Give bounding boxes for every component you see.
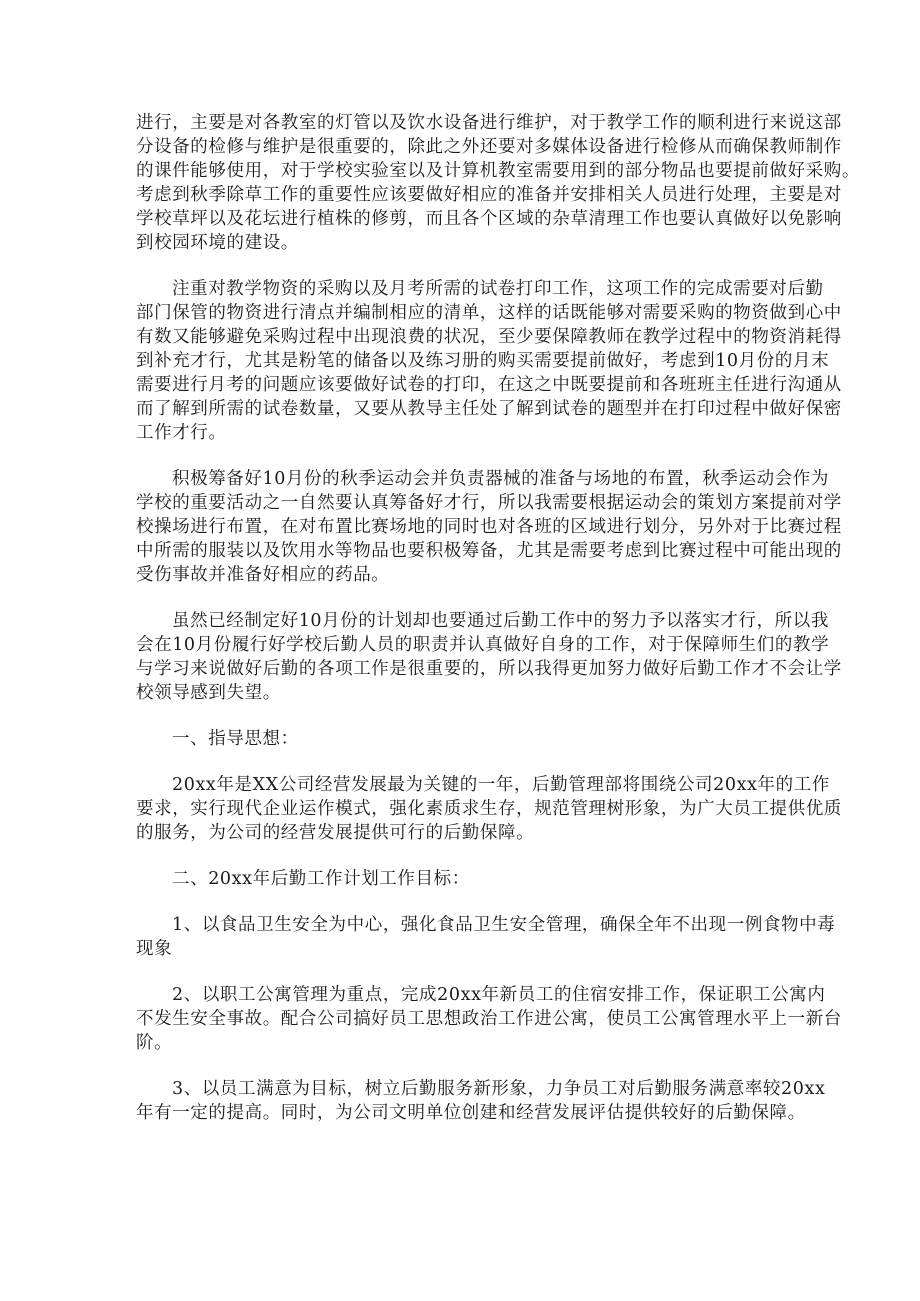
paragraph-line: 积极筹备好10月份的秋季运动会并负责器械的准备与场地的布置，秋季运动会作为 xyxy=(172,469,829,489)
paragraph-line: 分设备的检修与维护是很重要的，除此之外还要对多媒体设备进行检修从而确保教师制作 xyxy=(136,137,842,157)
paragraph-line: 20xx年是XX公司经营发展最为关键的一年，后勤管理部将围绕公司20xx年的工作 xyxy=(172,775,830,795)
paragraph-line: 而了解到所需的试卷数量，又要从教导主任处了解到试卷的题型并在打印过程中做好保密 xyxy=(136,399,842,419)
paragraph-line: 考虑到秋季除草工作的重要性应该要做好相应的准备并安排相关人员进行处理，主要是对 xyxy=(136,185,842,205)
list-item-line: 3、以员工满意为目标，树立后勤服务新形象，力争员工对后勤服务满意率较20xx xyxy=(172,1079,826,1099)
paragraph-line: 有数又能够避免采购过程中出现浪费的状况，至少要保障教师在教学过程中的物资消耗得 xyxy=(136,327,842,347)
paragraph-line: 需要进行月考的问题应该要做好试卷的打印，在这之中既要提前和各班班主任进行沟通从 xyxy=(136,375,842,395)
list-item-line: 2、以职工公寓管理为重点，完成20xx年新员工的住宿安排工作，保证职工公寓内 xyxy=(172,985,826,1005)
list-item-line: 年有一定的提高。同时，为公司文明单位创建和经营发展评估提供较好的后勤保障。 xyxy=(136,1103,806,1123)
paragraph-line: 到校园环境的建设。 xyxy=(136,233,299,253)
list-item-line: 不发生安全事故。配合公司搞好员工思想政治工作进公寓，使员工公寓管理水平上一新台 xyxy=(136,1009,842,1029)
paragraph-line: 工作才行。 xyxy=(136,423,227,443)
paragraph-line: 部门保管的物资进行清点并编制相应的清单，这样的话既能够对需要采购的物资做到心中 xyxy=(136,303,842,323)
paragraph-line: 校领导感到失望。 xyxy=(136,683,281,703)
section-heading: 一、指导思想： xyxy=(172,729,299,749)
paragraph-line: 学校的重要活动之一自然要认真筹备好才行，所以我需要根据运动会的策划方案提前对学 xyxy=(136,493,842,513)
paragraph-line: 学校草坪以及花坛进行植株的修剪，而且各个区域的杂草清理工作也要认真做好以免影响 xyxy=(136,209,842,229)
paragraph-line: 到补充才行，尤其是粉笔的储备以及练习册的购买需要提前做好，考虑到10月份的月末 xyxy=(136,351,830,371)
list-item-line: 1、以食品卫生安全为中心，强化食品卫生安全管理，确保全年不出现一例食物中毒 xyxy=(172,915,836,935)
list-item-line: 阶。 xyxy=(136,1033,173,1053)
paragraph-line: 虽然已经制定好10月份的计划却也要通过后勤工作中的努力予以落实才行，所以我 xyxy=(172,611,829,631)
paragraph-line: 注重对教学物资的采购以及月考所需的试卷打印工作，这项工作的完成需要对后勤 xyxy=(172,279,824,299)
paragraph-line: 要求，实行现代企业运作模式，强化素质求生存，规范管理树形象，为广大员工提供优质 xyxy=(136,799,842,819)
paragraph-line: 会在10月份履行好学校后勤人员的职责并认真做好自身的工作，对于保障师生们的教学 xyxy=(136,635,830,655)
paragraph-line: 中所需的服装以及饮用水等物品也要积极筹备，尤其是需要考虑到比赛过程中可能出现的 xyxy=(136,541,842,561)
paragraph-line: 的课件能够使用，对于学校实验室以及计算机教室需要用到的部分物品也要提前做好采购。 xyxy=(136,161,860,181)
paragraph-line: 受伤事故并准备好相应的药品。 xyxy=(136,565,390,585)
paragraph-line: 与学习来说做好后勤的各项工作是很重要的，所以我得更加努力做好后勤工作才不会让学 xyxy=(136,659,842,679)
section-heading: 二、20xx年后勤工作计划工作目标： xyxy=(172,869,470,889)
paragraph-line: 校操场进行布置，在对布置比赛场地的同时也对各班的区域进行划分，另外对于比赛过程 xyxy=(136,517,842,537)
list-item-line: 现象 xyxy=(136,939,173,959)
paragraph-line: 的服务，为公司的经营发展提供可行的后勤保障。 xyxy=(136,823,535,843)
paragraph-line: 进行，主要是对各教室的灯管以及饮水设备进行维护，对于教学工作的顺利进行来说这部 xyxy=(136,113,842,133)
